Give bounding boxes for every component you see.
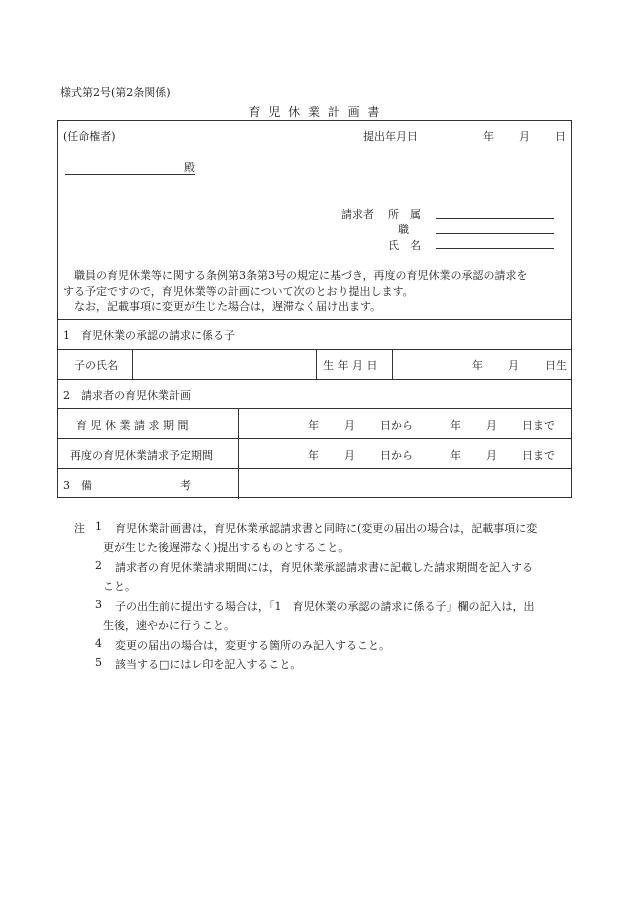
note-number: 4 [95, 637, 102, 650]
period-to-year: 年 [450, 419, 461, 432]
submission-date-label: 提出年月日 [363, 130, 418, 143]
divider [132, 349, 133, 379]
note-number: 2 [95, 559, 102, 572]
note-text: 該当する□にはレ印を記入すること。 [115, 658, 302, 671]
reperiod-to-year: 年 [450, 449, 461, 462]
divider [238, 408, 239, 499]
addressee-underline[interactable] [65, 174, 195, 175]
divider [58, 319, 571, 320]
divider [392, 349, 393, 379]
divider [58, 408, 571, 409]
period-from-suffix: 日から [380, 419, 413, 432]
note-text-cont: こと。 [103, 580, 136, 593]
birth-day-suffix: 日生 [545, 359, 567, 372]
form-table [57, 120, 572, 498]
note-text: 変更の届出の場合は，変更する箇所のみ記入すること。 [115, 639, 390, 652]
note-text-cont: 生後，速やかに行うこと。 [103, 619, 235, 632]
name-field[interactable] [436, 248, 554, 249]
reperiod-label: 再度の育児休業請求予定期間 [70, 449, 213, 462]
submission-year: 年 [483, 130, 494, 143]
divider [316, 349, 317, 379]
note-number: 3 [95, 598, 102, 611]
note-number: 1 [95, 520, 102, 533]
note-number: 5 [95, 656, 102, 669]
submission-day: 日 [555, 130, 566, 143]
note-text-cont: 更が生じた後遅滞なく)提出するものとすること。 [103, 541, 350, 554]
reperiod-to-month: 月 [486, 449, 497, 462]
reperiod-to-suffix: 日まで [522, 449, 555, 462]
section2-title: 2 請求者の育児休業計画 [63, 389, 191, 402]
birth-date-label: 生 年 月 日 [323, 359, 378, 372]
note-text: 請求者の育児休業請求期間には，育児休業承認請求書に記載した請求期間を記入する [115, 561, 533, 574]
notes-prefix: 注 [74, 522, 85, 535]
birth-year: 年 [472, 359, 483, 372]
page-title: 育 児 休 業 計 画 書 [248, 105, 382, 119]
child-name-field[interactable] [134, 351, 314, 377]
period-label: 育 児 休 業 請 求 期 間 [76, 419, 189, 432]
divider [58, 438, 571, 439]
affiliation-label: 所 属 [388, 208, 421, 221]
period-to-suffix: 日まで [522, 419, 555, 432]
body-text-line3: なお，記載事項に変更が生じた場合は，遅滞なく届け出ます。 [63, 300, 382, 313]
appointer-label: (任命権者) [63, 130, 116, 143]
body-text-line1: 職員の育児休業等に関する条例第3条第3号の規定に基づき，再度の育児休業の承認の請求を [63, 269, 528, 282]
divider [58, 468, 571, 469]
period-from-month: 月 [344, 419, 355, 432]
form-number: 様式第2号(第2条関係) [60, 86, 171, 99]
divider [58, 379, 571, 380]
remarks-label: 3 備 考 [63, 479, 191, 492]
note-text: 子の出生前に提出する場合は，「1 育児休業の承認の請求に係る子」欄の記入は，出 [115, 600, 535, 613]
remarks-field[interactable] [240, 470, 570, 497]
affiliation-field[interactable] [436, 218, 554, 219]
reperiod-from-year: 年 [308, 449, 319, 462]
requester-label: 請求者 [341, 208, 374, 221]
section1-title: 1 育児休業の承認の請求に係る子 [63, 329, 235, 342]
submission-month: 月 [519, 130, 530, 143]
reperiod-from-suffix: 日から [380, 449, 413, 462]
position-label: 職 [398, 223, 409, 236]
position-field[interactable] [436, 233, 554, 234]
period-to-month: 月 [486, 419, 497, 432]
addressee-suffix: 殿 [184, 161, 195, 174]
body-text-line2: する予定ですので，育児休業等の計画について次のとおり提出します。 [63, 285, 414, 298]
period-from-year: 年 [308, 419, 319, 432]
child-name-label: 子の氏名 [74, 359, 118, 372]
reperiod-from-month: 月 [344, 449, 355, 462]
divider [58, 349, 571, 350]
birth-month: 月 [508, 359, 519, 372]
name-label: 氏 名 [388, 239, 421, 252]
note-text: 育児休業計画書は，育児休業承認請求書と同時に(変更の届出の場合は，記載事項に変 [115, 522, 538, 535]
